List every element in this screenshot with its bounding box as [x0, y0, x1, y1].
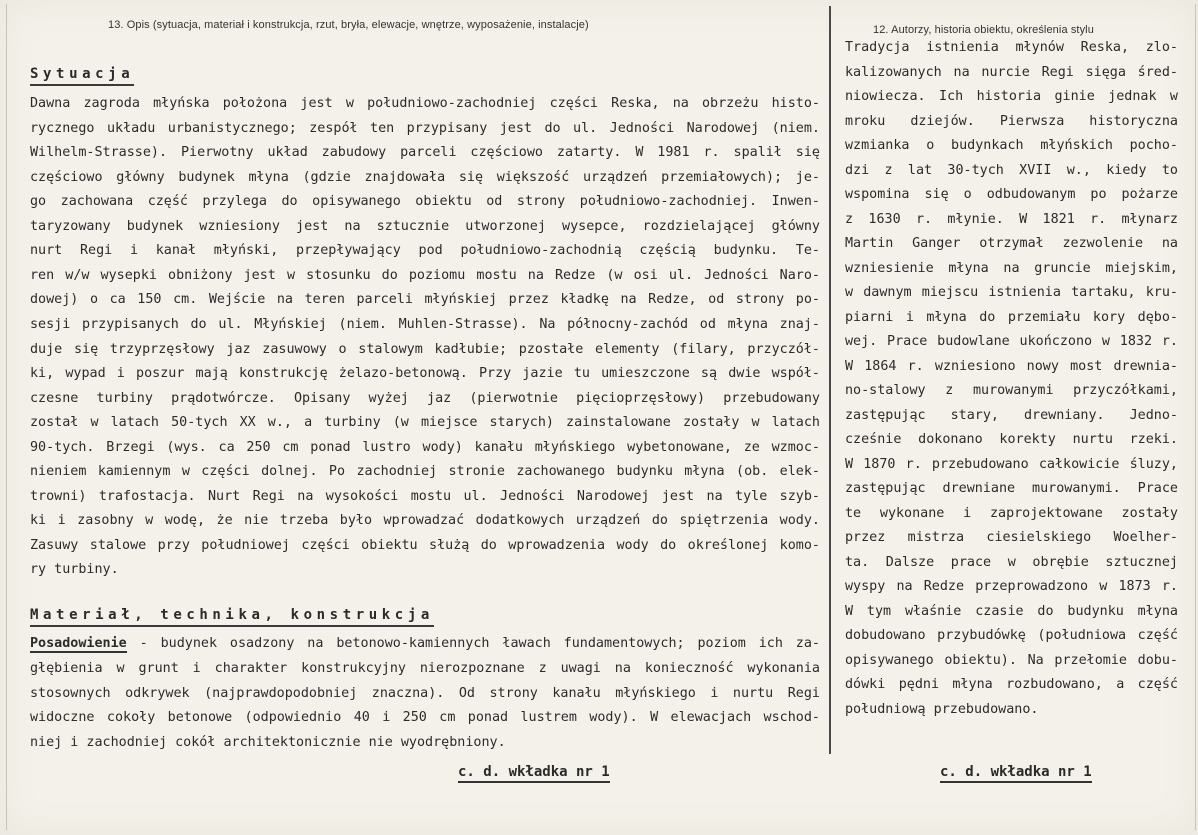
text-line: W 1864 r. wzniesiono nowy most drewnia-: [845, 358, 1178, 374]
text-line: W tym właśnie czasie do budynku młyna: [845, 603, 1178, 619]
text-line: rycznego układu urbanistycznego; zespół ten przypisany jest do ul. Jedności Narodowej (niem.: [30, 120, 820, 136]
text-line: 90-tych. Brzegi (wys. ca 250 cm ponad lustro wody) kanału młyńskiego wybetonowane, ze wzmoc-: [30, 439, 820, 455]
text-line: nurt Regi i kanał młyński, przepływający pod południowo-zachodnią częścią budynku. Te-: [30, 243, 820, 259]
text-line: przez mistrza ciesielskiego Woelher-: [845, 530, 1178, 545]
text-line: ren w/w wysepki obniżony jest w stosunku do poziomu mostu na Redze (w osi ul. Jedności Naro-: [30, 267, 820, 283]
text-line: no-stalowy z murowanymi przyczółkami,: [845, 383, 1178, 398]
text-line: z 1630 r. młynie. W 1821 r. młynarz: [845, 211, 1178, 227]
text-line: opisywanego obiektu). Na przełomie dobu-: [845, 652, 1178, 668]
text-line: zastępując drewniane murowanymi. Prace: [845, 481, 1178, 496]
text-line: go zachowana część przylega do opisywanego obiektu od strony południowo-zachodniej. Inwen-: [30, 194, 820, 210]
text-line: wej. Prace budowlane ukończono w 1832 r.: [845, 334, 1178, 349]
continuation-note-right: c. d. wkładka nr 1: [940, 764, 1092, 783]
text-line: częściowo główny budynek młyna (gdzie znajdowała się większość urządzeń przemiałowych); je-: [30, 169, 820, 185]
text-line: Dawna zagroda młyńska położona jest w południowo-zachodniej części Reska, na obrzeżu histo-: [30, 96, 820, 111]
text-line: wspomina się o odbudowanym po pożarze: [845, 187, 1178, 202]
text-line: ry turbiny.: [30, 562, 119, 578]
text-line: stosownych odkrywek (najprawdopodobniej znaczna). Od strony kanału młyńskiego i nurtu Regi: [30, 685, 820, 701]
text-line: został w latach 50-tych XX w., a turbiny (w miejsce starych) zainstalowane zostały w latach: [30, 415, 820, 431]
text-line: zastępując stary, drewniany. Jedno-: [845, 407, 1178, 423]
text-line: wzniesienie młyna na gruncie miejskim,: [845, 260, 1178, 276]
posadowienie-label: Posadowienie: [30, 636, 127, 651]
text-line: duje się trzyprzęsłowy jaz zasuwowy o stalowym kadłubie; pzostałe elementy (filary, przyczół-: [30, 341, 820, 357]
text-line: dowej) o ca 150 cm. Wejście na teren parceli młyńskiej przez kładkę na Redze, od strony po-: [30, 292, 820, 308]
text-line: dobudowano przybudówkę (południowa część: [845, 628, 1178, 643]
text-line: Tradycja istnienia młynów Reska, zlo-: [845, 40, 1178, 55]
text-line: południową przebudowano.: [845, 701, 1039, 717]
text-line: niowiecza. Ich historia ginie jednak w: [845, 89, 1178, 104]
text-line: te wykonane i zaprojektowane zostały: [845, 505, 1178, 521]
posadowienie-text: - budynek osadzony na betonowo-kamiennych ławach fundamentowych; poziom ich za-: [126, 636, 820, 651]
text-line: kalizowanych na nurcie Regi sięga śred-: [845, 64, 1178, 80]
text-line: W 1870 r. przebudowano całkowicie śluzy,: [845, 456, 1178, 472]
text-line: taryzowany budynek wzniesiony jest na sztucznie utworzonej wysepce, rozdzielającej główny: [30, 218, 820, 234]
text-line: czesne turbiny prądotwórcze. Opisany wyżej jaz (pierwotnie pięcioprzęsłowy) przebudowany: [30, 390, 820, 406]
section-13-header: 13. Opis (sytuacja, materiał i konstrukcja, rzut, bryła, elewacje, wnętrze, wyposażenie, instalacje): [108, 19, 589, 31]
text-line: w dawnym miejscu istnienia tartaku, kru-: [845, 285, 1178, 300]
text-line: Wilhelm-Strasse). Pierwotny układ zabudowy parceli częściowo zatarty. W 1981 r. spalił się: [30, 145, 820, 161]
text-line: wyspy na Redze przeprowadzono w 1873 r.: [845, 579, 1178, 594]
text-line: widoczne cokoły betonowe (odpowiednio 40 i 250 cm ponad lustrem wody). W elewacjach wschod-: [30, 710, 820, 726]
text-line: piarni i młyna do przemiału kory dębo-: [845, 309, 1178, 325]
text-line: dówki pędni młyna rozbudowano, a część: [845, 677, 1178, 692]
text-line: mroku dziejów. Pierwsza historyczna: [845, 113, 1178, 129]
text-line: ki i zasobny w wodę, że nie trzeba było wprowadzać dodatkowych urządzeń do spiętrzenia wody.: [30, 513, 820, 529]
heading-material-technika-konstrukcja: Materiał, technika, konstrukcja: [30, 606, 434, 627]
text-line: wzmianka o budynkach młyńskich pocho-: [845, 138, 1178, 153]
text-line: nieniem kamiennym w części dolnej. Po zachodniej stronie zachowanego budynku młyna (ob. elek-: [30, 464, 820, 480]
text-line: niej i zachodniej cokół architektonicznie nie wyodrębniony.: [30, 734, 506, 750]
text-line: ta. Dalsze prace w obrębie sztucznej: [845, 554, 1178, 570]
section-12-history: [845, 14, 1185, 814]
text-line: dzi z lat 30-tych XVII w., kiedy to: [845, 162, 1178, 178]
text-line: sesji przypisanych do ul. Młyńskiej (niem. Muhlen-Strasse). Na północny-zachód od młyna znaj-: [30, 316, 820, 332]
section-13-description: [30, 14, 830, 814]
text-line: Zasuwy stalowe przy południowej części obiektu służą do wprowadzenia wody do określonej komo-: [30, 537, 820, 553]
text-line: trowni) trafostacja. Nurt Regi na wysokości mostu ul. Jedności Narodowej jest na tyle szyb-: [30, 488, 820, 504]
text-line: cześnie dokonano korekty nurtu rzeki.: [845, 432, 1178, 447]
material-line: [30, 634, 820, 654]
column-divider: [829, 6, 831, 754]
heading-sytuacja: Sytuacja: [30, 65, 134, 86]
text-line: głębienia w grunt i charakter konstrukcyjny nierozpoznane z uwagi na konieczność wykonania: [30, 661, 820, 676]
text-line: Martin Ganger otrzymał zezwolenie na: [845, 236, 1178, 251]
section-12-header: 12. Autorzy, historia obiektu, określenia stylu: [873, 24, 1094, 36]
continuation-note-left: c. d. wkładka nr 1: [458, 764, 610, 783]
text-line: ki, wypad i poszur mają konstrukcję żelazo-betonową. Przy jazie tu umieszczone są dwie współ-: [30, 366, 820, 382]
